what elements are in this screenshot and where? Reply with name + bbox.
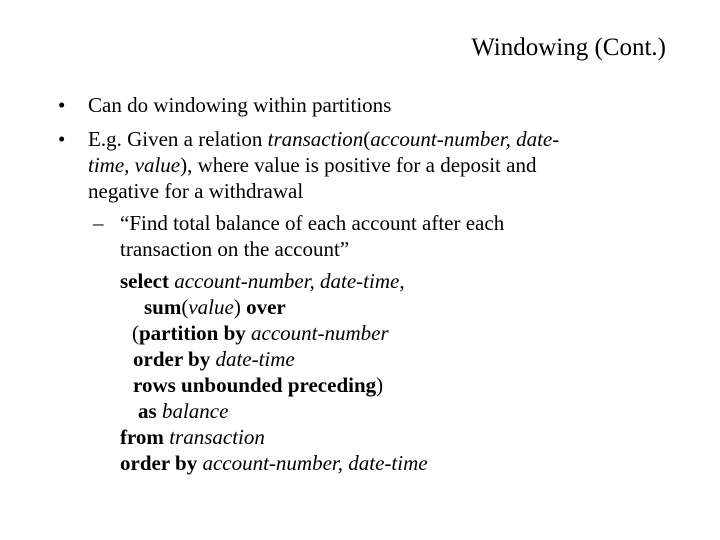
alias: balance bbox=[161, 399, 229, 423]
bullet-2-text: E.g. Given a relation bbox=[88, 127, 268, 151]
keyword-over: over bbox=[246, 295, 286, 319]
query-line-order bbox=[120, 450, 428, 476]
keyword-sum: sum bbox=[144, 295, 182, 319]
keyword-partition-by: partition by bbox=[139, 321, 252, 345]
partition-column: account-number bbox=[251, 321, 389, 345]
bullet-1: Can do windowing within partitions bbox=[88, 93, 392, 117]
relation-attributes-1: account-number, date- bbox=[370, 127, 560, 151]
keyword-from: from bbox=[120, 425, 170, 449]
keyword-order-by: order by bbox=[133, 347, 216, 371]
query-line-rows bbox=[133, 372, 383, 398]
sub-bullet-line-1: “Find total balance of each account after each bbox=[120, 211, 505, 235]
keyword-as: as bbox=[138, 399, 162, 423]
query-line-as bbox=[138, 398, 228, 424]
query-line-window-order bbox=[133, 346, 295, 372]
query-line-partition bbox=[132, 320, 389, 346]
bullet-2-text-2: ), where value is positive for a deposit and bbox=[180, 153, 537, 177]
query-line-from bbox=[120, 424, 265, 450]
query-line-select bbox=[120, 268, 405, 294]
slide-title: Windowing (Cont.) bbox=[471, 34, 666, 61]
sum-argument: value bbox=[188, 295, 234, 319]
bullet-2-line-1 bbox=[88, 126, 559, 152]
paren-open: ( bbox=[181, 295, 189, 319]
query-line-sum bbox=[144, 294, 286, 320]
paren-open: ( bbox=[363, 127, 371, 151]
keyword-select: select bbox=[120, 269, 175, 293]
relation-name: transaction bbox=[267, 127, 364, 151]
keyword-order-by: order by bbox=[120, 451, 203, 475]
bullet-dot: • bbox=[58, 127, 66, 151]
window-order-column: date-time bbox=[215, 347, 295, 371]
paren-close: ) bbox=[376, 373, 384, 397]
sub-bullet-dash: – bbox=[93, 211, 104, 235]
bullet-2-line-2 bbox=[88, 152, 536, 178]
from-table: transaction bbox=[169, 425, 265, 449]
select-columns: account-number, date-time bbox=[174, 269, 400, 293]
paren-close: ) bbox=[233, 295, 247, 319]
relation-attributes-2: time, value bbox=[88, 153, 181, 177]
comma: , bbox=[399, 269, 405, 293]
bullet-dot: • bbox=[58, 93, 66, 117]
sub-bullet-line-2: transaction on the account” bbox=[120, 237, 350, 261]
paren-open: ( bbox=[132, 321, 139, 345]
bullet-2-line-3: negative for a withdrawal bbox=[88, 179, 304, 203]
keyword-rows-unbounded-preceding: rows unbounded preceding bbox=[133, 373, 377, 397]
order-columns: account-number, date-time bbox=[202, 451, 428, 475]
